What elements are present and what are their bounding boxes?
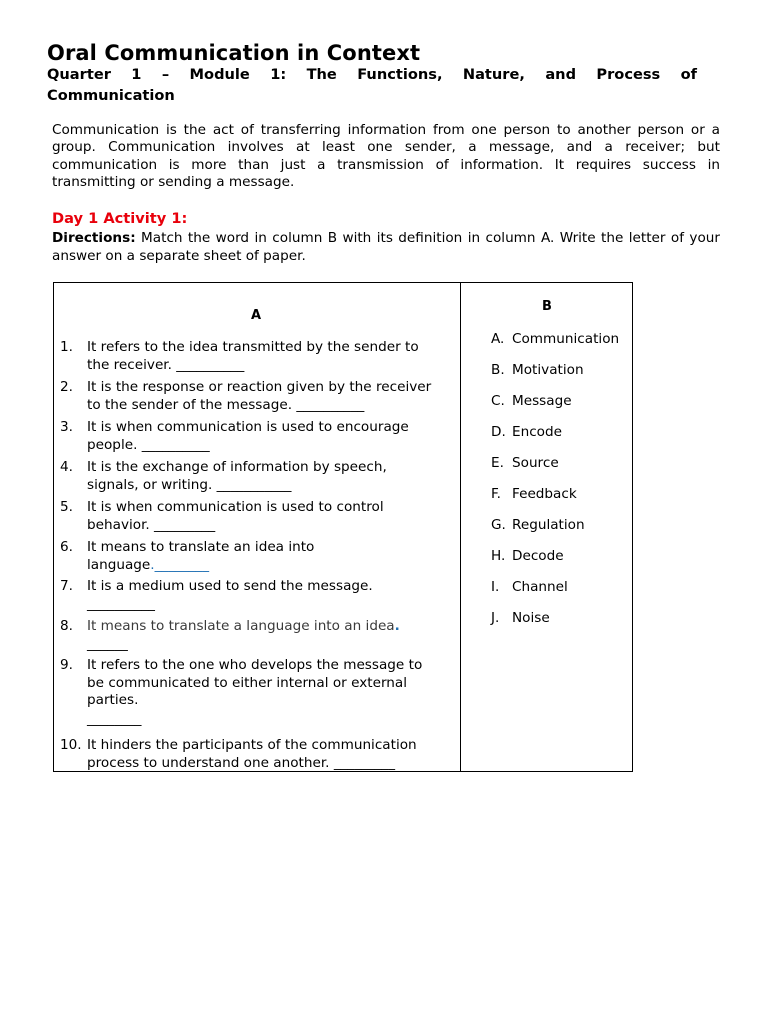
intro-paragraph: Communication is the act of transferring information from one person to another person or a group. Communication involves at least one sender, a message, and a receiver; but communication is more than just a transmission of information. It requires success in transmitting or sending a message. bbox=[52, 122, 720, 190]
column-a-header: A bbox=[251, 308, 262, 323]
item-number: 10. bbox=[60, 737, 82, 753]
item-text: It means to translate a language into an idea bbox=[87, 618, 395, 634]
item-text: It is a medium used to send the message. bbox=[87, 578, 373, 594]
module-subtitle-line-2: Communication bbox=[47, 87, 175, 104]
option-word: Decode bbox=[512, 548, 564, 564]
answer-blank: ______ bbox=[87, 635, 128, 652]
option-item bbox=[491, 424, 562, 441]
option-word: Message bbox=[512, 393, 572, 409]
option-letter: J. bbox=[491, 610, 500, 626]
item-text-line-2: language bbox=[87, 556, 151, 573]
option-item bbox=[491, 393, 572, 410]
answer-blank: __________ bbox=[87, 595, 155, 612]
column-divider bbox=[460, 283, 461, 771]
item-text: It is the response or reaction given by the receiver bbox=[87, 379, 432, 395]
option-word: Source bbox=[512, 455, 559, 471]
directions-paragraph bbox=[52, 229, 720, 265]
activity-heading: Day 1 Activity 1: bbox=[52, 210, 188, 227]
item-number: 6. bbox=[60, 539, 73, 555]
option-letter: C. bbox=[491, 393, 505, 409]
option-word: Encode bbox=[512, 424, 562, 440]
item-text: It hinders the participants of the communication bbox=[87, 737, 417, 753]
directions-label: Directions: bbox=[52, 230, 136, 246]
item-text-line-2: behavior. _________ bbox=[87, 516, 216, 533]
answer-blank: ________ bbox=[87, 710, 142, 727]
option-letter: E. bbox=[491, 455, 504, 471]
item-number: 2. bbox=[60, 379, 73, 395]
option-item bbox=[491, 331, 619, 348]
option-word: Communication bbox=[512, 331, 620, 347]
document-title: Oral Communication in Context bbox=[47, 41, 421, 65]
item-text: It is when communication is used to encourage bbox=[87, 419, 409, 435]
item-text-dot: . bbox=[394, 618, 400, 634]
option-item bbox=[491, 579, 568, 596]
item-number: 8. bbox=[60, 618, 73, 634]
option-word: Noise bbox=[512, 610, 550, 626]
option-item bbox=[491, 548, 564, 565]
item-text-line-2: to the sender of the message. __________ bbox=[87, 396, 365, 413]
option-word: Regulation bbox=[512, 517, 585, 533]
item-text: It refers to the one who develops the message to bbox=[87, 657, 423, 673]
item-number: 1. bbox=[60, 339, 73, 355]
option-letter: F. bbox=[491, 486, 501, 502]
option-item bbox=[491, 517, 585, 534]
option-letter: D. bbox=[491, 424, 506, 440]
answer-blank: .________ bbox=[150, 556, 209, 573]
item-number: 7. bbox=[60, 578, 73, 594]
option-item bbox=[491, 455, 559, 472]
item-text-line-3: parties. bbox=[87, 692, 139, 708]
option-word: Feedback bbox=[512, 486, 577, 502]
option-item bbox=[491, 610, 550, 627]
column-b-header: B bbox=[542, 299, 552, 314]
matching-table bbox=[53, 282, 633, 772]
item-text-line-2: people. __________ bbox=[87, 436, 210, 453]
item-text-line-2: signals, or writing. ___________ bbox=[87, 476, 292, 493]
item-text-line-2: the receiver. __________ bbox=[87, 356, 245, 373]
directions-text: Match the word in column B with its definition in column A. Write the letter of your answer on a separate sheet of paper. bbox=[52, 230, 720, 264]
item-number: 5. bbox=[60, 499, 73, 515]
option-letter: G. bbox=[491, 517, 506, 533]
option-letter: I. bbox=[491, 579, 500, 595]
item-text: It is the exchange of information by speech, bbox=[87, 459, 387, 475]
item-number: 3. bbox=[60, 419, 73, 435]
option-letter: B. bbox=[491, 362, 505, 378]
option-letter: H. bbox=[491, 548, 506, 564]
item-number: 9. bbox=[60, 657, 73, 673]
item-text: It refers to the idea transmitted by the sender to bbox=[87, 339, 419, 355]
item-text: It means to translate an idea into bbox=[87, 539, 315, 555]
module-subtitle-line-1: Quarter 1 – Module 1: The Functions, Nature, and Process of bbox=[47, 66, 697, 83]
option-item bbox=[491, 486, 577, 503]
option-word: Channel bbox=[512, 579, 568, 595]
option-word: Motivation bbox=[512, 362, 584, 378]
item-text-line-2: be communicated to either internal or external bbox=[87, 674, 408, 691]
option-letter: A. bbox=[491, 331, 505, 347]
option-item bbox=[491, 362, 584, 379]
item-text: It is when communication is used to control bbox=[87, 499, 384, 515]
item-number: 4. bbox=[60, 459, 73, 475]
item-text-line-2: process to understand one another. _________ bbox=[87, 754, 395, 771]
